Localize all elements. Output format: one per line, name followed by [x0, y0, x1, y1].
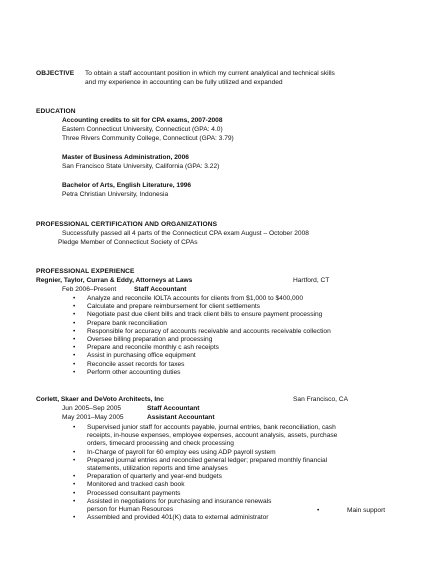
job-company: Corlett, Skaer and DeVoto Architects, Inc	[36, 396, 164, 403]
education-entry-line: Three Rivers Community College, Connecticut (GPA: 3.79)	[62, 135, 234, 142]
job-dates: Jun 2005–Sep 2005	[62, 405, 122, 412]
duty-item	[87, 424, 337, 449]
job-dates: Feb 2006–Present	[62, 286, 117, 293]
experience-heading: PROFESSIONAL EXPERIENCE	[36, 268, 135, 275]
education-entry-line: San Francisco State University, California (GPA: 3.22)	[62, 163, 220, 170]
duty-line: • Prepared journal entries and reconciled general ledger; prepared monthly financial	[87, 456, 328, 464]
duty-line: • Assisted in negotiations for purchasing and insurance renewals	[87, 497, 272, 505]
education-entry-title: Bachelor of Arts, English Literature, 1996	[62, 182, 192, 189]
bullet-marker: •	[317, 507, 320, 514]
job-duties-list	[87, 295, 331, 377]
duty-line: • Monitored and tracked cash book	[87, 481, 185, 489]
duty-item: • Calculate and prepare reimbursement for client settlements	[87, 303, 331, 311]
duty-line: • Supervised junior staff for accounts payable, journal entries, bank reconciliation, cash	[87, 424, 336, 431]
job-title: Staff Accountant	[134, 286, 187, 293]
education-entry-title: Accounting credits to sit for CPA exams, 2007-2008	[62, 117, 223, 124]
duty-item: • Negotiate past due client bills and track client bills to ensure payment processing	[87, 311, 331, 319]
main-support-text: Main support	[347, 507, 386, 514]
certification-heading: PROFESSIONAL CERTIFICATION AND ORGANIZATIONS	[36, 221, 218, 228]
duty-item: • Prepare bank reconciliation	[87, 320, 331, 328]
duty-item	[87, 449, 337, 457]
duty-item: • Perform other accounting duties	[87, 369, 331, 377]
duty-item: • Responsible for accuracy of accounts receivable and accounts receivable collection	[87, 328, 331, 336]
job-duties-list	[87, 424, 337, 522]
education-entry-title: Master of Business Administration, 2006	[62, 154, 189, 161]
certification-line-2: Pledge Member of Connecticut Society of CPAs	[58, 239, 198, 246]
duty-item	[87, 481, 337, 489]
duty-item: • Assist in purchasing office equipment	[87, 352, 331, 360]
duty-item: • Reconcile asset records for taxes	[87, 361, 331, 369]
duty-line: orders, timecard processing and check processing	[87, 440, 234, 448]
job-title: Staff Accountant	[147, 405, 200, 412]
duty-line: receipts, in-house expenses, employee expenses, account analysis, assets, purchase	[87, 432, 338, 440]
job-company: Regnier, Taylor, Curran & Eddy, Attorneys at Laws	[36, 277, 193, 284]
certification-line-1: Successfully passed all 4 parts of the Connecticut CPA exam August – October 2008	[62, 230, 309, 237]
duty-line: statements, utilization reports and time analyses	[87, 465, 228, 473]
education-heading: EDUCATION	[36, 108, 76, 115]
duty-line: person for Human Resources	[87, 506, 174, 514]
duty-item: • Prepare and reconcile monthly c ash receipts	[87, 344, 331, 352]
duty-item	[87, 473, 337, 481]
duty-item	[87, 514, 337, 522]
duty-line: • In-Charge of payroll for 60 employ ees using ADP payroll system	[87, 448, 276, 456]
objective-heading: OBJECTIVE	[36, 70, 75, 77]
duty-line: • Processed consultant payments	[87, 489, 181, 497]
objective-line-2: and my experience in accounting can be fully utilized and expanded	[85, 79, 283, 86]
objective-line-1: To obtain a staff accountant position in which my current analytical and technical skills	[85, 70, 335, 77]
job-location: San Francisco, CA	[293, 396, 348, 403]
job-title: Assistant Accountant	[147, 414, 215, 421]
duty-line: • Assembled and provided 401(K) data to external administrator	[87, 514, 269, 522]
duty-item	[87, 490, 337, 498]
job-location: Hartford, CT	[293, 277, 330, 284]
job-dates: May 2001–May 2005	[62, 414, 124, 421]
duty-line: • Preparation of quarterly and year-end budgets	[87, 473, 222, 481]
education-entry-line: Petra Christian University, Indonesia	[62, 191, 169, 198]
duty-item: • Analyze and reconcile IOLTA accounts for clients from $1,000 to $400,000	[87, 295, 331, 303]
duty-item	[87, 457, 337, 473]
duty-item: • Oversee billing preparation and processing	[87, 336, 331, 344]
duty-item	[87, 498, 337, 514]
education-entry-line: Eastern Connecticut University, Connecticut (GPA: 4.0)	[62, 126, 223, 133]
